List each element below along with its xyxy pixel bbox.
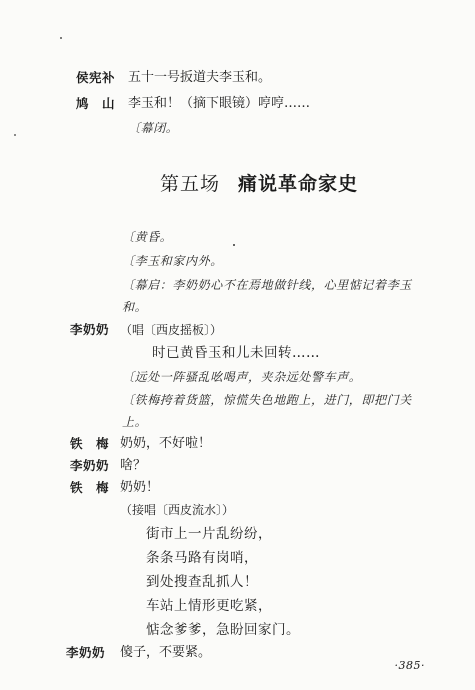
sung-line: 惦念爹爹，急盼回家门。 bbox=[146, 622, 300, 638]
speaker-label: 铁 梅 bbox=[70, 480, 110, 495]
stage-direction: 上。 bbox=[122, 415, 148, 429]
speaker-label: 侯宪补 bbox=[76, 70, 116, 85]
speaker-label: 李奶奶 bbox=[66, 645, 106, 660]
dialog-line: 李玉和！（摘下眼镜）哼哼…… bbox=[128, 96, 311, 111]
sung-direction: （接唱〔西皮流水〕） bbox=[120, 503, 235, 517]
dialog-line: 奶奶！ bbox=[120, 480, 160, 495]
sung-line: 时已黄昏玉和儿未回转…… bbox=[152, 345, 320, 361]
sung-line: 到处搜查乱抓人！ bbox=[146, 574, 258, 590]
scene-name: 痛说革命家史 bbox=[238, 173, 359, 195]
scene-heading bbox=[160, 172, 358, 196]
sung-line: 街市上一片乱纷纷， bbox=[146, 526, 272, 542]
stage-direction: 〔幕闭。 bbox=[128, 121, 179, 135]
speaker-label: 铁 梅 bbox=[70, 436, 110, 451]
dialog-line: 傻子，不要紧。 bbox=[120, 645, 212, 660]
speaker-label: 鸠 山 bbox=[76, 96, 116, 111]
speaker-label: 李奶奶 bbox=[70, 458, 110, 473]
scene-number: 第五场 bbox=[160, 173, 221, 195]
sung-line: 车站上情形更吃紧， bbox=[146, 598, 272, 614]
dialog-line: 五十一号扳道夫李玉和。 bbox=[128, 70, 272, 85]
sung-direction: （唱〔西皮摇板〕） bbox=[120, 323, 223, 337]
print-speck bbox=[14, 134, 16, 136]
stage-direction: 〔幕启：李奶奶心不在焉地做针线，心里惦记着李玉 bbox=[122, 278, 412, 292]
stage-direction: 〔铁梅挎着货篮，惊慌失色地跑上，进门，即把门关 bbox=[122, 393, 412, 407]
stage-direction: 〔黄昏。 bbox=[122, 230, 173, 244]
sung-line: 条条马路有岗哨， bbox=[146, 550, 258, 566]
dialog-line: 奶奶，不好啦！ bbox=[120, 436, 212, 451]
print-speck bbox=[60, 37, 62, 39]
dialog-line: 啥？ bbox=[120, 458, 147, 473]
print-speck bbox=[233, 244, 235, 246]
page-number: ·385· bbox=[394, 659, 425, 672]
stage-direction: 〔李玉和家内外。 bbox=[122, 254, 223, 268]
stage-direction: 和。 bbox=[122, 300, 148, 314]
stage-direction: 〔远处一阵骚乱吆喝声，夹杂远处警车声。 bbox=[122, 370, 362, 384]
speaker-label: 李奶奶 bbox=[70, 322, 110, 337]
